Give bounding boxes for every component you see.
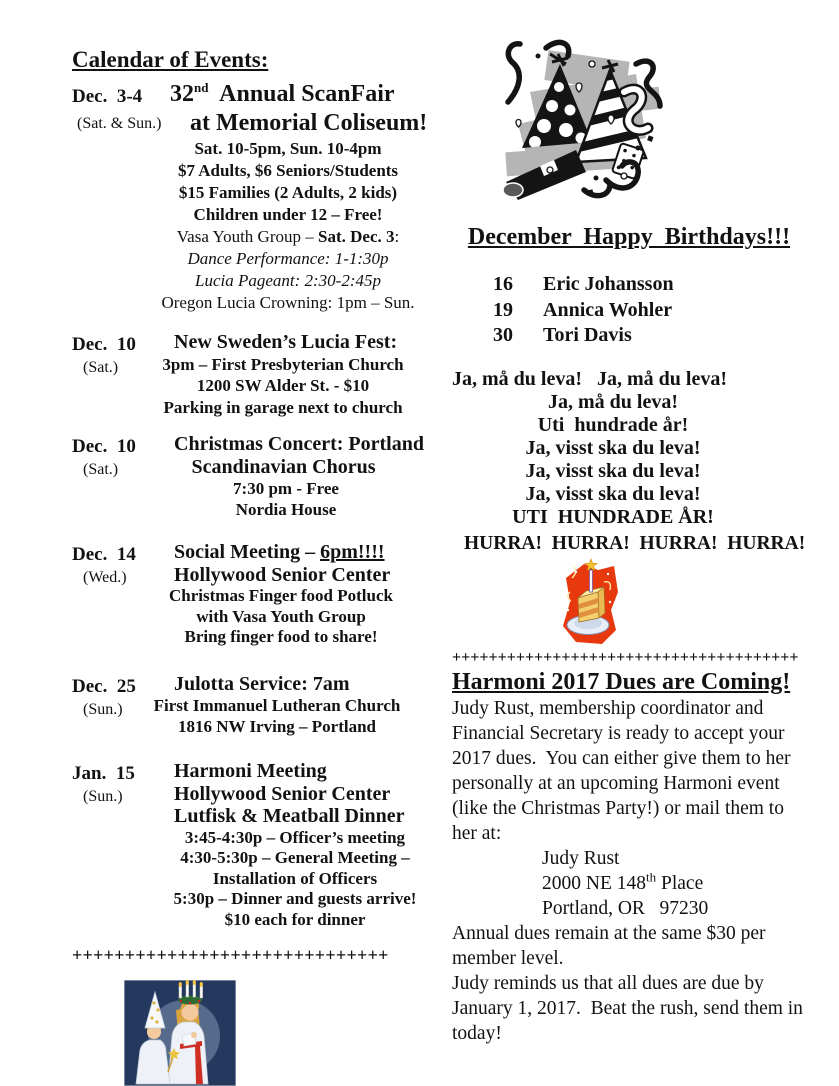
detail-line: 1816 NW Irving – Portland: [177, 717, 377, 736]
event-day: (Sat. & Sun.): [77, 115, 162, 132]
detail-line: $10 each for dinner: [224, 909, 366, 929]
birthday-name: Tori Davis: [543, 324, 632, 346]
song-line: UTI HUNDRADE ÅR!: [512, 505, 714, 528]
mail-address: [452, 846, 806, 921]
event-day: (Wed.): [83, 569, 127, 586]
song-line: Ja, må du leva!: [548, 390, 678, 413]
event-lucia-fest: [72, 331, 440, 418]
event-social-meeting: [72, 541, 440, 648]
event-scanfair: [72, 79, 440, 314]
hurra-line: HURRA! HURRA! HURRA! HURRA!: [464, 532, 806, 554]
detail-line: Children under 12 – Free!: [193, 205, 383, 224]
event-title: New Sweden’s Lucia Fest:: [174, 331, 398, 353]
address-street: 2000 NE 148th Place: [542, 869, 704, 894]
birthday-day: 30: [493, 324, 513, 346]
birthdays-heading: December Happy Birthdays!!!: [467, 224, 791, 250]
event-day: (Sun.): [83, 788, 123, 805]
detail-line: Oregon Lucia Crowning: 1pm – Sun.: [161, 293, 415, 312]
event-title: Social Meeting – 6pm!!!!: [174, 541, 385, 563]
detail-line: $15 Families (2 Adults, 2 kids): [178, 183, 398, 202]
event-title: Julotta Service: 7am: [174, 672, 350, 695]
event-title-line2: Hollywood Senior Center: [174, 563, 391, 586]
detail-line: 7:30 pm - Free: [233, 479, 339, 498]
birthday-row: [493, 323, 806, 349]
plus-divider-right: ++++++++++++++++++++++++++++++++++++++: [452, 648, 799, 666]
detail-line: 4:30-5:30p – General Meeting –: [180, 848, 410, 867]
ordinal-superscript: nd: [194, 80, 209, 95]
birthday-day: 19: [493, 298, 513, 321]
detail-line: Parking in garage next to church: [163, 397, 403, 417]
birthday-list: [452, 272, 806, 349]
birthday-row: [493, 298, 806, 324]
event-title: 32nd Annual ScanFair: [170, 80, 395, 107]
birthday-day: 16: [493, 273, 513, 295]
birthday-song: [452, 368, 774, 529]
detail-line: 3pm – First Presbyterian Church: [162, 354, 404, 374]
event-date: Dec. 3-4: [72, 86, 143, 107]
event-christmas-concert: [72, 433, 440, 520]
event-date: Jan. 15: [72, 763, 135, 784]
dues-paragraph-3: Judy reminds us that all dues are due by January 1, 2017. Beat the rush, send them in today!: [452, 972, 808, 1044]
detail-line: with Vasa Youth Group: [196, 606, 366, 626]
song-line: Ja, visst ska du leva!: [525, 482, 701, 505]
detail-line: $7 Adults, $6 Seniors/Students: [177, 161, 399, 180]
detail-line: 3:45-4:30p – Officer’s meeting: [184, 827, 406, 847]
dues-paragraph-1: Judy Rust, membership coordinator and Financial Secretary is ready to accept your 2017 dues. You can either give them to her personally at an upcoming Harmoni event (like the Christmas Party!) or mail them to her at:: [452, 697, 796, 844]
detail-line: Nordia House: [235, 500, 337, 519]
detail-line: 1200 SW Alder St. - $10: [196, 376, 370, 395]
event-harmoni-meeting: [72, 760, 440, 930]
song-line: Ja, visst ska du leva!: [525, 459, 701, 482]
event-day: (Sun.): [83, 700, 123, 718]
song-line: Ja, visst ska du leva!: [525, 436, 701, 459]
birthday-cake-clipart: [558, 558, 620, 646]
event-title-line2: Hollywood Senior Center: [174, 782, 391, 805]
ordinal-superscript: th: [646, 869, 657, 884]
song-line: Ja, må du leva! Ja, må du leva!: [452, 367, 727, 390]
event-title-line3: Lutfisk & Meatball Dinner: [174, 805, 405, 827]
event-title: Harmoni Meeting: [174, 760, 327, 782]
event-details: [72, 586, 440, 648]
song-line: Uti hundrade år!: [537, 413, 689, 436]
event-details: [72, 695, 440, 737]
calendar-heading: Calendar of Events:: [72, 47, 269, 72]
event-details: [72, 828, 440, 931]
event-date: Dec. 25: [72, 675, 136, 697]
birthday-name: Eric Johansson: [543, 273, 674, 295]
event-title: Christmas Concert: Portland: [174, 433, 424, 455]
detail-line: Vasa Youth Group – Sat. Dec. 3:: [176, 227, 400, 246]
event-day: (Sat.): [83, 359, 119, 376]
event-date: Dec. 14: [72, 544, 136, 565]
lucia-procession-clipart: [124, 980, 236, 1086]
event-details: [72, 354, 440, 419]
detail-line: Sat. 10-5pm, Sun. 10-4pm: [194, 139, 382, 158]
dues-heading: Harmoni 2017 Dues are Coming!: [452, 668, 791, 695]
birthday-column: [452, 30, 806, 1046]
detail-line: 5:30p – Dinner and guests arrive!: [173, 889, 417, 908]
address-city: Portland, OR 97230: [542, 897, 709, 919]
detail-line: First Immanuel Lutheran Church: [153, 696, 401, 715]
event-subtitle: at Memorial Coliseum!: [190, 110, 428, 136]
dues-paragraph-2: Annual dues remain at the same $30 per member level.: [452, 922, 771, 969]
birthday-row: [493, 272, 806, 298]
event-julotta: [72, 673, 440, 738]
detail-line: Lucia Pageant: 2:30-2:45p: [194, 271, 382, 290]
detail-line: Christmas Finger food Potluck: [169, 586, 393, 605]
detail-line: Dance Performance: 1-1:30p: [187, 249, 389, 268]
plus-divider-left: ++++++++++++++++++++++++++++++: [72, 945, 389, 965]
detail-line: Installation of Officers: [212, 868, 378, 888]
dues-body: [452, 696, 806, 1046]
event-details: [72, 478, 440, 520]
event-date: Dec. 10: [72, 334, 136, 355]
address-name: Judy Rust: [542, 847, 620, 869]
event-details: [72, 138, 440, 314]
event-title-line2: Scandinavian Chorus: [191, 455, 376, 478]
event-day: (Sat.): [83, 461, 119, 478]
detail-line: Bring finger food to share!: [184, 627, 378, 646]
birthday-name: Annica Wohler: [543, 298, 673, 321]
event-date: Dec. 10: [72, 436, 136, 457]
party-streamers-clipart: [488, 30, 664, 206]
calendar-column: [72, 45, 440, 1086]
